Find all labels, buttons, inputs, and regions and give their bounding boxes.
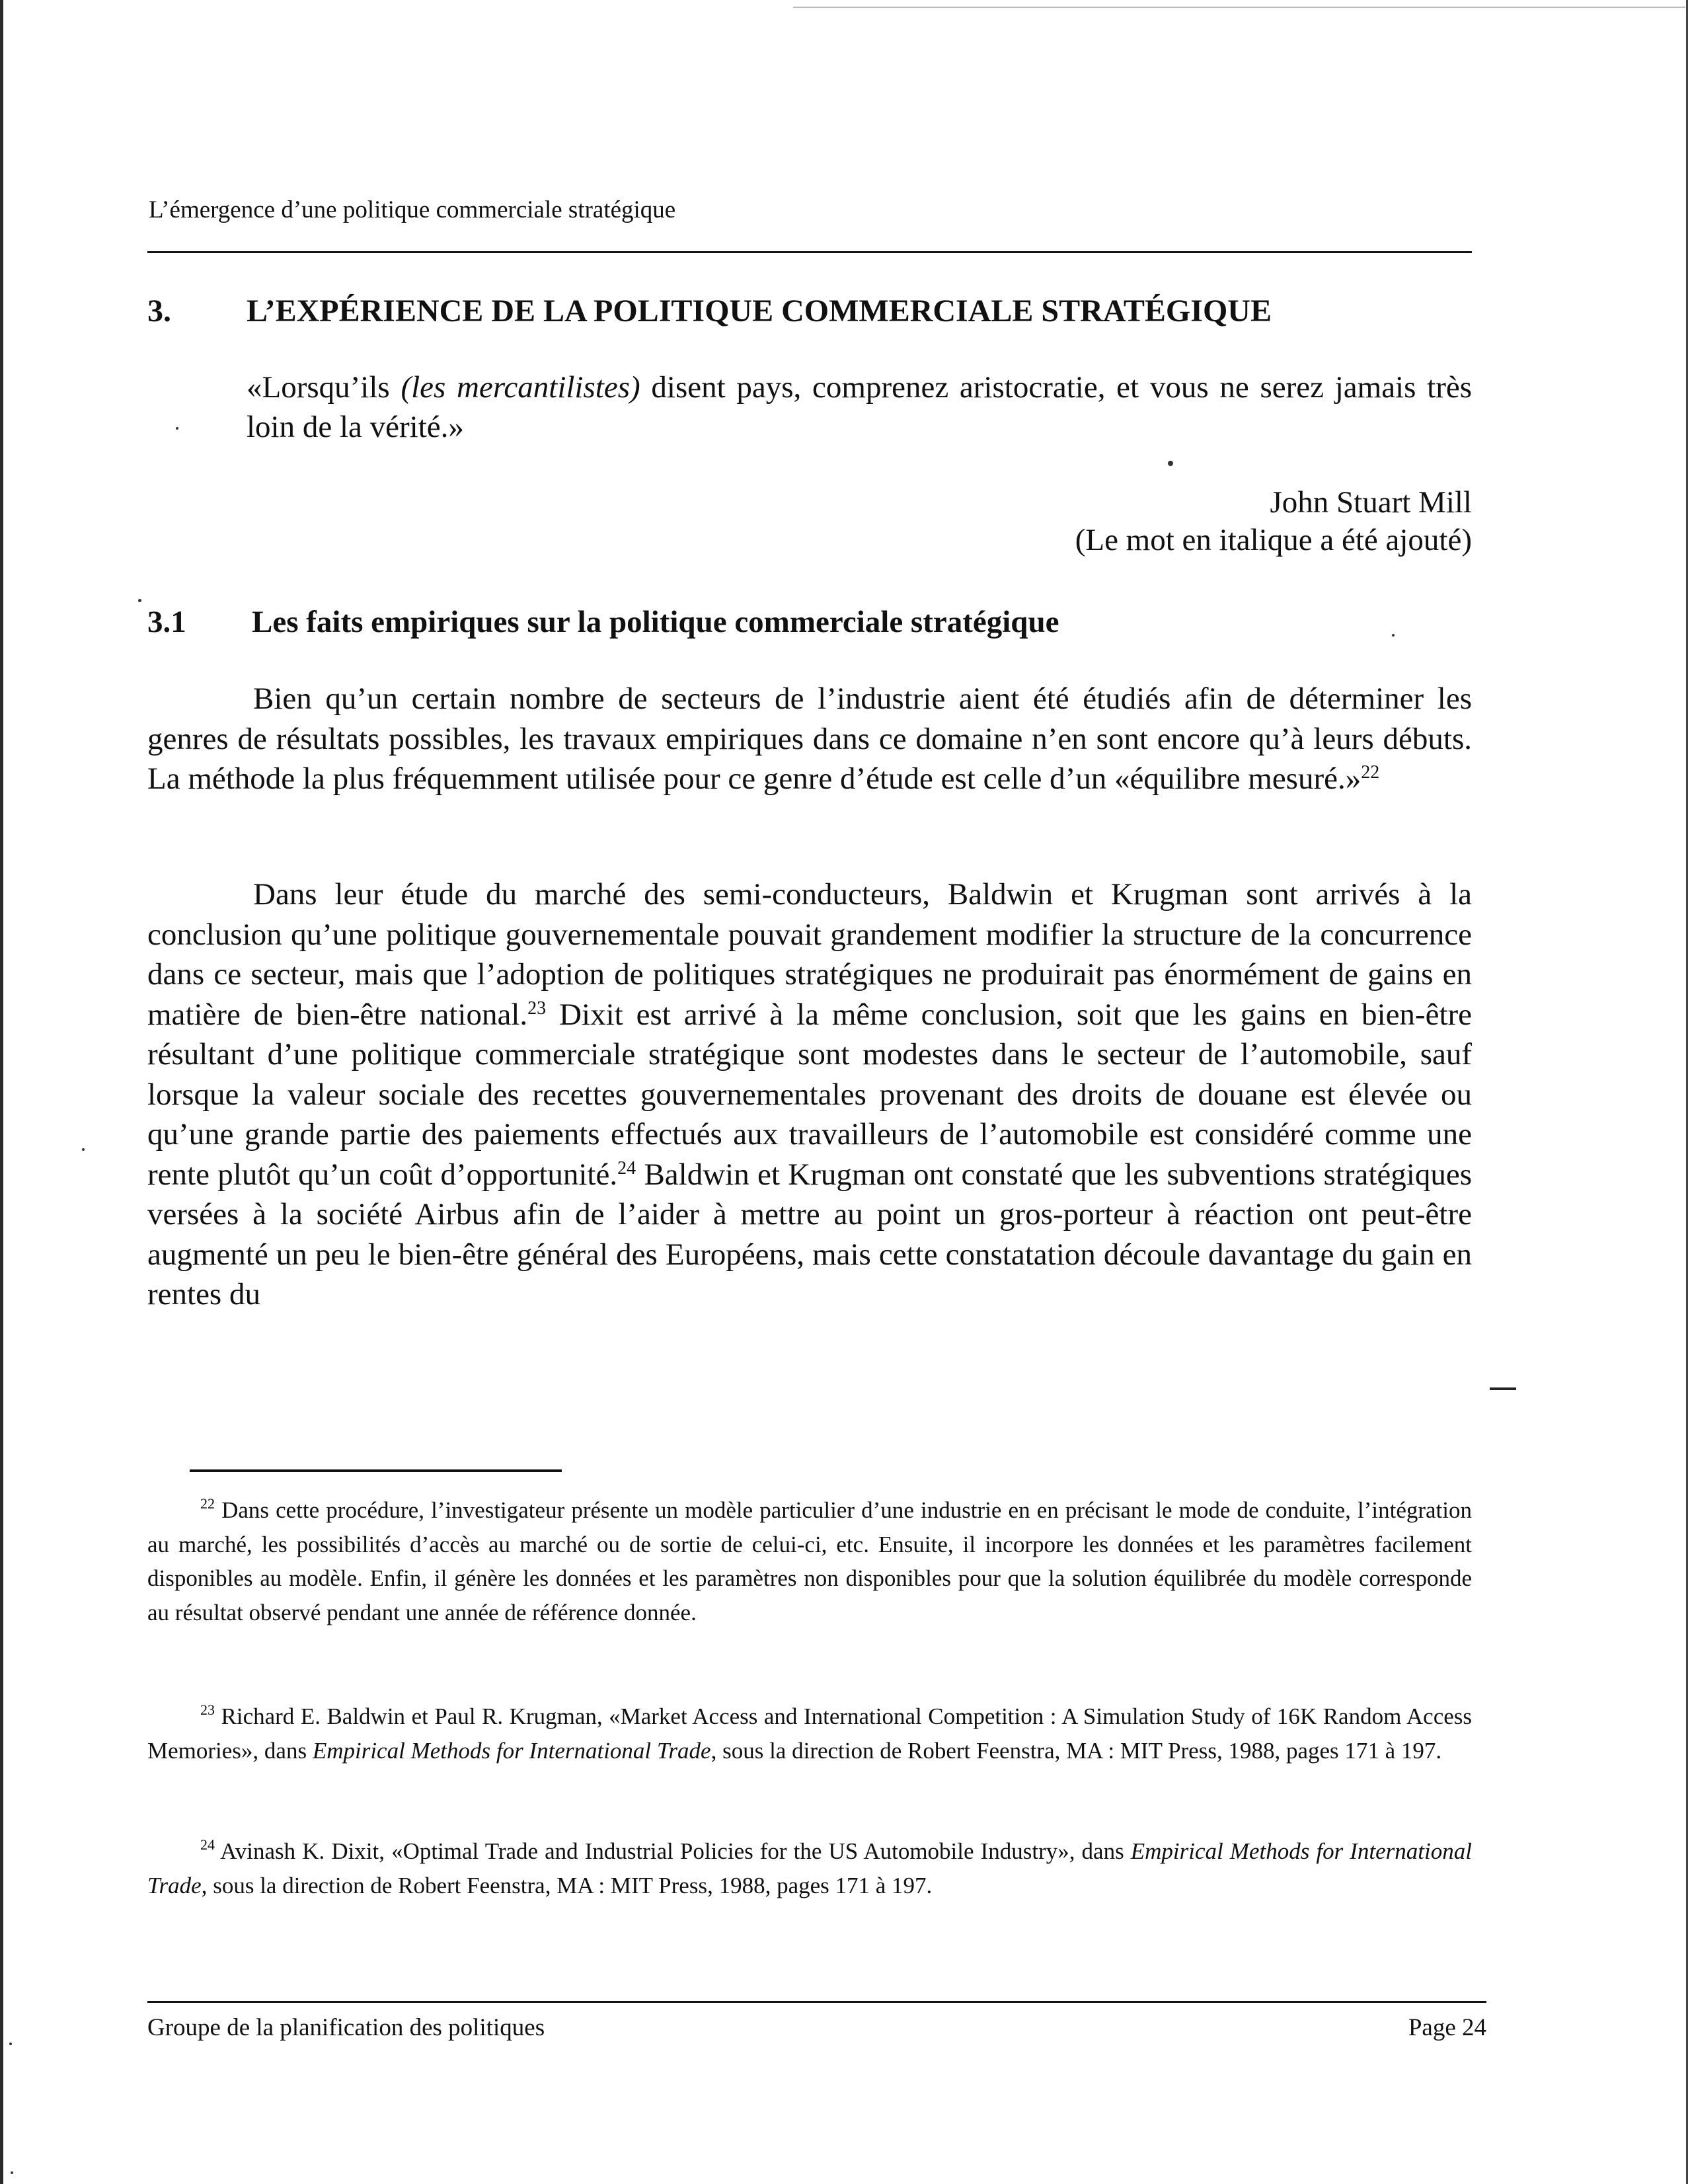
footnote-separator: [190, 1469, 562, 1472]
paragraph-2-text-c: Baldwin et Krugman ont constaté que les subventions stratégiques versées à la société Airbus afin de l’aider à mettre au point un gros-porteur à réaction ont peut-être augmenté un peu le bien-être général des Européens, mais cette constatation découle davantage du gain en rentes du: [147, 1157, 1472, 1311]
section-number: 3.: [147, 293, 171, 329]
scan-left-edge: [0, 0, 3, 2184]
epigraph-quote: [247, 368, 1472, 447]
footnote-24-text-b: , sous la direction de Robert Feenstra, MA : MIT Press, 1988, pages 171 à 197.: [201, 1872, 933, 1898]
subsection-title: Les faits empiriques sur la politique commerciale stratégique: [252, 605, 1059, 639]
epigraph-author: John Stuart Mill: [1270, 485, 1472, 520]
section-title: L’EXPÉRIENCE DE LA POLITIQUE COMMERCIALE STRATÉGIQUE: [247, 293, 1272, 329]
scan-speck: [11, 2171, 13, 2174]
paragraph-1-text: Bien qu’un certain nombre de secteurs de l’industrie aient été étudiés afin de déterminer les genres de résultats possibles, les travaux empiriques dans ce domaine n’en sont encore qu’à leurs débuts. La méthode la plus fréquemment utilisée pour ce genre d’étude est celle d’un «équilibre mesuré.»: [147, 682, 1472, 796]
epigraph-note: (Le mot en italique a été ajouté): [1075, 523, 1472, 557]
scan-top-edge: [793, 7, 1685, 8]
scan-speck: [1168, 461, 1173, 466]
paragraph-2-text-a: Dans leur étude du marché des semi-conducteurs, Baldwin et Krugman sont arrivés à la conclusion qu’une politique gouvernementale pouvait grandement modifier la structure de la concurrence dans ce secteur, mais que l’adoption de politiques stratégiques ne produirait pas énormément de gains en matière de bien-être national.: [147, 877, 1472, 1032]
paragraph-2-text-b: Dixit est arrivé à la même conclusion, soit que les gains en bien-être résultant d’une politique commerciale stratégique sont modestes dans le secteur de l’automobile, sauf lorsque la valeur sociale des recettes gouvernementales provenant des droits de douane est élevée ou qu’une grande partie des paiements effectués aux travailleurs de l’automobile est considéré comme une rente plutôt qu’un coût d’opportunité.: [147, 997, 1473, 1192]
footnote-22-text: Dans cette procédure, l’investigateur présente un modèle particulier d’une industrie en en précisant le mode de conduite, l’intégration au marché, les possibilités d’accès au marché ou de sortie de celui-ci, etc. Ensuite, il incorpore les données et les paramètres facilement disponibles au modèle. Enfin, il génère les données et les paramètres non disponibles pour que la solution équilibrée du modèle corresponde au résultat observé pendant une année de référence donnée.: [147, 1497, 1472, 1625]
running-header: L’émergence d’une politique commerciale stratégique: [149, 196, 676, 223]
scan-speck: [138, 599, 141, 602]
footnote-24-text-a: Avinash K. Dixit, «Optimal Trade and Industrial Policies for the US Automobile Industry», dans: [220, 1838, 1131, 1864]
scan-speck: [176, 427, 178, 430]
footnote-24-mark: 24: [200, 1836, 215, 1853]
scan-speck: [82, 1148, 85, 1151]
epigraph-close: disent pays, comprenez aristocratie, et vous ne serez jamais très loin de la vérité.»: [247, 370, 1472, 444]
page-number: Page 24: [1408, 2014, 1486, 2041]
footnote-ref-24: 24: [617, 1157, 636, 1179]
scan-speck: [9, 2043, 12, 2045]
subsection-number: 3.1: [147, 605, 186, 639]
epigraph-open: «Lorsqu’ils: [247, 370, 401, 405]
footnote-ref-23: 23: [527, 997, 547, 1019]
footnote-23: [147, 1699, 1472, 1768]
header-rule: [147, 251, 1472, 253]
footnote-22-mark: 22: [200, 1495, 215, 1512]
footer-organization: Groupe de la planification des politiques: [147, 2014, 545, 2041]
margin-dash: [1490, 1387, 1516, 1390]
footnote-23-text-a: Richard E. Baldwin et Paul R. Krugman, «Market Access and International Competition : A Simulation Study of 16K Random Access Memories», dans: [147, 1703, 1473, 1764]
footnote-24: [147, 1834, 1472, 1902]
footnote-24-italic: Empirical Methods for International Trade: [147, 1838, 1472, 1898]
footnote-22: [147, 1493, 1472, 1629]
paragraph-2: [147, 875, 1472, 1315]
footnote-23-mark: 23: [200, 1701, 215, 1718]
paragraph-1: [147, 679, 1472, 799]
footnote-ref-22: 22: [1361, 762, 1380, 783]
footnote-23-italic: Empirical Methods for International Trade: [312, 1737, 711, 1764]
epigraph-italic: (les mercantilistes): [401, 370, 640, 405]
scan-speck: [1392, 634, 1395, 637]
footer-rule: [147, 2001, 1486, 2003]
footnote-23-text-b: , sous la direction de Robert Feenstra, MA : MIT Press, 1988, pages 171 à 197.: [710, 1737, 1442, 1764]
